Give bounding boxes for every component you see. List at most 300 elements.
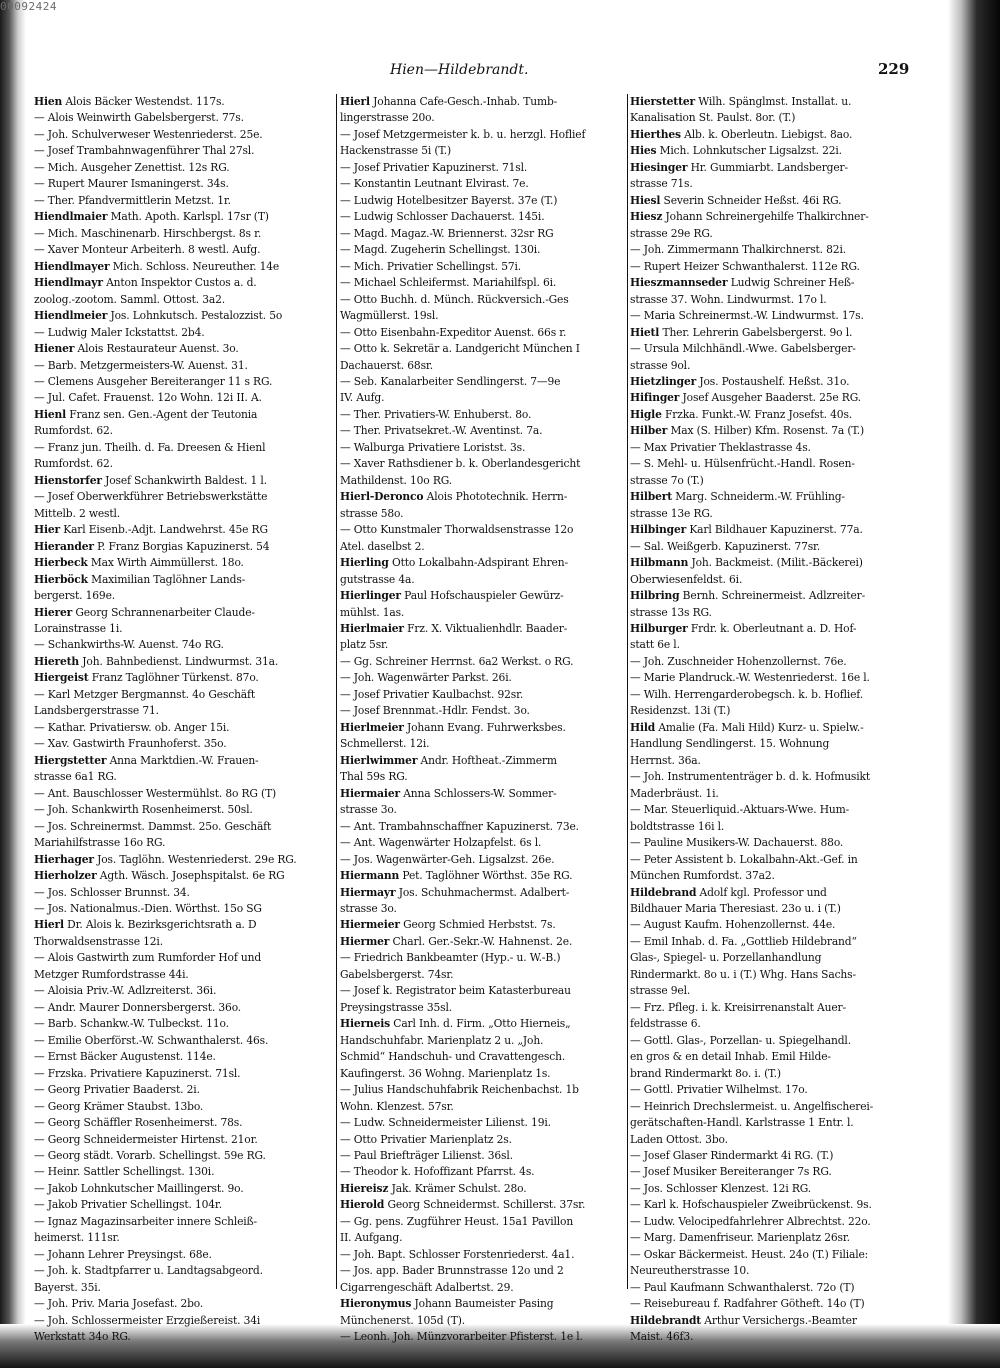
surname: Hiendlmeier: [34, 309, 108, 323]
directory-entry-line: [340, 1263, 630, 1279]
directory-entry-line: [630, 917, 916, 933]
directory-entry-line: [34, 193, 332, 209]
directory-entry-line: [630, 176, 916, 192]
entry-text: Agth. Wäsch. Josephspitalst. 6e RG: [96, 869, 285, 883]
entry-text: Wilh. Spänglmst. Installat. u.: [695, 95, 852, 108]
entry-text: — Otto Kunstmaler Thorwaldsenstrasse 12o: [340, 523, 574, 537]
entry-text: — Josef Brennmat.-Hdlr. Fendst. 3o.: [340, 704, 530, 718]
surname: Hilber: [630, 424, 668, 438]
surname: Hierthes: [630, 127, 681, 141]
entry-text: — Alois Gastwirth zum Rumforder Hof und: [34, 951, 262, 965]
directory-entry-line: [340, 1247, 630, 1263]
directory-entry-line: [340, 917, 630, 933]
directory-entry-line: [630, 440, 916, 456]
surname: Hierling: [340, 556, 389, 570]
directory-entry-line: [630, 852, 916, 868]
entry-text: Neureutherstrasse 10.: [630, 1264, 750, 1278]
entry-text: Schmid“ Handschuh- und Cravattengesch.: [340, 1050, 566, 1064]
directory-entry-line: [34, 769, 332, 785]
directory-entry-line: [34, 654, 332, 670]
entry-text: Ther. Lehrerin Gabelsbergerst. 9o l.: [659, 325, 853, 339]
directory-entry-line: [630, 539, 916, 555]
directory-entry-line: [34, 1066, 332, 1082]
directory-entry-line: [340, 1099, 630, 1115]
directory-entry-line: [34, 1082, 332, 1098]
directory-entry-line: [630, 423, 916, 439]
directory-entry-line: [630, 835, 916, 851]
entry-text: Franz Taglöhner Türkenst. 87o.: [88, 671, 259, 685]
entry-text: Landsbergerstrasse 71.: [34, 704, 159, 718]
directory-entry-line: [630, 1164, 916, 1180]
directory-entry-line: [340, 555, 630, 571]
directory-entry-line: [340, 1164, 630, 1180]
entry-text: — Xaver Rathsdiener b. k. Oberlandesgericht: [340, 457, 581, 471]
entry-text: — Josef Privatier Kapuzinerst. 71sl.: [340, 160, 528, 174]
running-head: Hien—Hildebrandt.: [390, 62, 529, 78]
entry-text: Andr. Hoftheat.-Zimmerm: [417, 753, 557, 767]
directory-entry-line: [340, 983, 630, 999]
entry-text: Oberwiesenfeldst. 6i.: [630, 572, 743, 586]
entry-text: P. Franz Borgias Kapuzinerst. 54: [93, 539, 270, 553]
entry-text: Thal 59s RG.: [340, 770, 408, 784]
directory-entry-line: [34, 160, 332, 176]
entry-text: — Jos. Wagenwärter-Geh. Ligsalzst. 26e.: [340, 852, 555, 866]
directory-entry-line: [340, 473, 630, 489]
directory-entry-line: [340, 110, 630, 126]
entry-text: Frz. X. Viktualienhdlr. Baader-: [403, 622, 568, 635]
directory-entry-line: [34, 868, 332, 884]
surname: Hilbmann: [630, 556, 689, 570]
entry-text: — Joh. Schlossermeister Erzgießereist. 34i: [34, 1313, 261, 1327]
entry-text: II. Aufgang.: [340, 1231, 403, 1245]
directory-column-2: [340, 94, 630, 1346]
directory-entry-line: [630, 308, 916, 324]
directory-entry-line: [340, 1181, 630, 1197]
entry-text: Schmellerst. 12i.: [340, 737, 430, 751]
entry-text: — Kathar. Privatiersw. ob. Anger 15i.: [34, 720, 230, 734]
directory-entry-line: [34, 753, 332, 769]
directory-entry-line: [630, 1197, 916, 1213]
surname: Hiergeist: [34, 671, 89, 685]
entry-text: — Gottl. Glas-, Porzellan- u. Spiegelhandl.: [630, 1033, 851, 1047]
entry-text: mühlst. 1as.: [340, 605, 405, 619]
directory-entry-line: [34, 605, 332, 621]
directory-entry-line: [34, 885, 332, 901]
entry-text: Atel. daselbst 2.: [340, 539, 425, 553]
directory-entry-line: [34, 275, 332, 291]
entry-text: lingerstrasse 20o.: [340, 111, 435, 125]
surname: Hiermaier: [340, 786, 400, 800]
entry-text: Johann Schreinergehilfe Thalkirchner-: [662, 210, 869, 224]
entry-text: Dachauerst. 68sr.: [340, 358, 433, 372]
entry-text: Mariahilfstrasse 16o RG.: [34, 836, 166, 850]
directory-entry-line: [630, 1066, 916, 1082]
entry-text: — Josef Glaser Rindermarkt 4i RG. (T.): [630, 1149, 834, 1162]
entry-text: Handschuhfabr. Marienplatz 2 u. „Joh.: [340, 1033, 544, 1047]
entry-text: IV. Aufg.: [340, 391, 385, 405]
surname: Hiermeier: [340, 918, 400, 932]
directory-entry-line: [340, 670, 630, 686]
surname: Hild: [630, 720, 656, 734]
directory-entry-line: [34, 489, 332, 505]
directory-column-1: [34, 94, 332, 1346]
directory-entry-line: [34, 1016, 332, 1032]
directory-entry-line: [630, 703, 916, 719]
directory-entry-line: [34, 917, 332, 933]
directory-entry-line: [340, 605, 630, 621]
directory-entry-line: [34, 1033, 332, 1049]
entry-text: Pet. Taglöhner Wörthst. 35e RG.: [399, 869, 573, 883]
directory-entry-line: [630, 143, 916, 159]
entry-text: — Gg. Schreiner Herrnst. 6a2 Werkst. o RG.: [340, 654, 574, 668]
entry-text: — Josef Metzgermeister k. b. u. herzgl. Hoflief: [340, 127, 586, 141]
directory-entry-line: [34, 802, 332, 818]
entry-text: — Joh. k. Stadtpfarrer u. Landtagsabgeord.: [34, 1264, 263, 1278]
directory-entry-line: [340, 308, 630, 324]
entry-text: Münchenerst. 105d (T).: [340, 1313, 465, 1327]
directory-entry-line: [340, 852, 630, 868]
directory-entry-line: [340, 1033, 630, 1049]
entry-text: — Otto Eisenbahn-Expeditor Auenst. 66s r.: [340, 325, 567, 339]
surname: Hies: [630, 144, 657, 158]
directory-entry-line: [630, 802, 916, 818]
entry-text: feldstrasse 6.: [630, 1017, 701, 1031]
directory-entry-line: [630, 605, 916, 621]
scan-identifier: 00092424: [0, 0, 57, 13]
directory-entry-line: [34, 473, 332, 489]
entry-text: — Otto k. Sekretär a. Landgericht München I: [340, 342, 580, 356]
directory-entry-line: [630, 1181, 916, 1197]
entry-text: — Ant. Bauschlosser Westermühlst. 8o RG (T): [34, 786, 277, 800]
entry-text: — Ludw. Velocipedfahrlehrer Albrechtst. 22o.: [630, 1214, 871, 1228]
entry-text: — Joh. Schulverweser Westenriederst. 25e.: [34, 127, 263, 141]
entry-text: strasse 58o.: [340, 506, 404, 520]
entry-text: Frzka. Funkt.-W. Franz Josefst. 40s.: [661, 407, 853, 421]
entry-text: Bayerst. 35i.: [34, 1280, 101, 1294]
entry-text: Georg Schneidermst. Schillerst. 37sr.: [384, 1198, 586, 1212]
directory-entry-line: [630, 555, 916, 571]
directory-entry-line: [34, 539, 332, 555]
entry-text: — Josef Trambahnwagenführer Thal 27sl.: [34, 144, 255, 158]
entry-text: — Ant. Wagenwärter Holzapfelst. 6s l.: [340, 836, 542, 850]
entry-text: — Otto Buchh. d. Münch. Rückversich.-Ges: [340, 292, 569, 306]
directory-entry-line: [630, 1115, 916, 1131]
directory-entry-line: [340, 654, 630, 670]
entry-text: — Sal. Weißgerb. Kapuzinerst. 77sr.: [630, 539, 821, 553]
entry-text: — Ignaz Magazinsarbeiter innere Schleiß-: [34, 1214, 258, 1228]
entry-text: — Mich. Ausgeher Zenettist. 12s RG.: [34, 160, 230, 174]
surname: Hierlwimmer: [340, 753, 418, 767]
entry-text: — Marg. Damenfriseur. Marienplatz 26sr.: [630, 1231, 850, 1245]
directory-entry-line: [34, 670, 332, 686]
entry-text: — Jos. Schlosser Klenzest. 12i RG.: [630, 1181, 811, 1195]
entry-text: — Magd. Magaz.-W. Briennerst. 32sr RG: [340, 226, 554, 240]
directory-entry-line: [630, 1296, 916, 1312]
directory-entry-line: [340, 358, 630, 374]
directory-entry-line: [34, 1296, 332, 1312]
entry-text: heimerst. 111sr.: [34, 1231, 120, 1245]
directory-entry-line: [340, 1280, 630, 1296]
entry-text: — Seb. Kanalarbeiter Sendlingerst. 7—9e: [340, 374, 561, 388]
directory-entry-line: [34, 736, 332, 752]
entry-text: — Josef Musiker Bereiteranger 7s RG.: [630, 1165, 832, 1179]
surname: Hiesz: [630, 210, 663, 224]
entry-text: — Heinrich Drechslermeist. u. Angelfischerei-: [630, 1099, 874, 1113]
directory-entry-line: [630, 736, 916, 752]
directory-entry-line: [630, 292, 916, 308]
entry-text: Hr. Gummiarbt. Landsberger-: [687, 160, 848, 174]
entry-text: — Barb. Schankw.-W. Tulbeckst. 11o.: [34, 1017, 229, 1031]
entry-text: — Oskar Bäckermeist. Heust. 24o (T.) Filiale:: [630, 1247, 869, 1261]
entry-text: Maist. 46f3.: [630, 1330, 694, 1344]
entry-text: Herrnst. 36a.: [630, 753, 701, 767]
directory-entry-line: [340, 506, 630, 522]
entry-text: — Josef Oberwerkführer Betriebswerkstätte: [34, 490, 268, 504]
entry-text: Otto Lokalbahn-Adspirant Ehren-: [388, 556, 568, 570]
directory-entry-line: [340, 176, 630, 192]
entry-text: Max (S. Hilber) Kfm. Rosenst. 7a (T.): [667, 424, 865, 438]
entry-text: Johann Baumeister Pasing: [411, 1297, 554, 1311]
entry-text: — Schankwirths-W. Auenst. 74o RG.: [34, 638, 224, 652]
surname: Hierböck: [34, 572, 88, 586]
directory-entry-line: [340, 1115, 630, 1131]
entry-text: Arthur Versichergs.-Beamter: [701, 1313, 857, 1327]
directory-entry-line: [340, 292, 630, 308]
entry-text: platz 5sr.: [340, 638, 389, 652]
entry-text: strasse 6a1 RG.: [34, 770, 117, 784]
entry-text: — Alois Weinwirth Gabelsbergerst. 77s.: [34, 111, 244, 125]
entry-text: — Marie Plandruck.-W. Westenriederst. 16e l.: [630, 671, 870, 685]
entry-text: — Joh. Instrumententräger b. d. k. Hofmusikt: [630, 770, 870, 784]
directory-entry-line: [34, 1164, 332, 1180]
directory-entry-line: [630, 94, 916, 110]
entry-text: Bildhauer Maria Theresiast. 23o u. i (T.): [630, 901, 841, 915]
entry-text: Frdr. k. Oberleutnant a. D. Hof-: [687, 622, 857, 635]
directory-entry-line: [630, 1016, 916, 1032]
surname: Hiesinger: [630, 160, 688, 174]
directory-entry-line: [34, 358, 332, 374]
surname: Hiermer: [340, 934, 390, 948]
entry-text: — Peter Assistent b. Lokalbahn-Akt.-Gef. in: [630, 852, 858, 866]
directory-entry-line: [34, 242, 332, 258]
surname: Hietzlinger: [630, 374, 697, 388]
directory-entry-line: [34, 1280, 332, 1296]
directory-entry-line: [630, 621, 916, 637]
entry-text: Wagmüllerst. 19sl.: [340, 309, 439, 323]
directory-entry-line: [630, 358, 916, 374]
entry-text: Alois Phototechnik. Herrn-: [423, 490, 568, 504]
entry-text: Mich. Schloss. Neureuther. 14e: [109, 259, 280, 273]
directory-entry-line: [340, 967, 630, 983]
entry-text: Maximilian Taglöhner Lands-: [87, 572, 246, 586]
entry-text: — Magd. Zugeherin Schellingst. 130i.: [340, 243, 541, 257]
directory-entry-line: [340, 1197, 630, 1213]
column-rule: [336, 94, 337, 1289]
directory-entry-line: [630, 983, 916, 999]
directory-entry-line: [630, 1280, 916, 1296]
directory-entry-line: [630, 275, 916, 291]
entry-text: — Joh. Priv. Maria Josefast. 2bo.: [34, 1297, 204, 1311]
directory-entry-line: [340, 1148, 630, 1164]
directory-entry-line: [34, 110, 332, 126]
directory-entry-line: [630, 1148, 916, 1164]
directory-entry-line: [630, 110, 916, 126]
directory-entry-line: [630, 259, 916, 275]
entry-text: München Rumfordst. 37a2.: [630, 869, 775, 883]
entry-text: — Ther. Privatiers-W. Enhuberst. 8o.: [340, 407, 532, 421]
surname: Hieronymus: [340, 1297, 412, 1311]
entry-text: Marg. Schneiderm.-W. Frühling-: [672, 490, 845, 504]
entry-text: Mittelb. 2 westl.: [34, 506, 121, 520]
entry-text: — Karl k. Hofschauspieler Zweibrückenst. 9s.: [630, 1198, 872, 1212]
directory-entry-line: [630, 209, 916, 225]
entry-text: — Joh. Schankwirth Rosenheimerst. 50sl.: [34, 803, 253, 817]
entry-text: — Heinr. Sattler Schellingst. 130i.: [34, 1165, 215, 1179]
directory-entry-line: [34, 407, 332, 423]
directory-entry-line: [340, 193, 630, 209]
entry-text: Georg Schrannenarbeiter Claude-: [72, 605, 255, 619]
entry-text: — Reisebureau f. Radfahrer Götheft. 14o (T): [630, 1297, 865, 1311]
directory-entry-line: [630, 967, 916, 983]
entry-text: — Georg städt. Vorarb. Schellingst. 59e RG.: [34, 1149, 266, 1162]
surname: Hifinger: [630, 391, 680, 405]
directory-entry-line: [630, 407, 916, 423]
directory-entry-line: [630, 1313, 916, 1329]
directory-entry-line: [34, 967, 332, 983]
surname: Hierneis: [340, 1017, 391, 1031]
entry-text: — Konstantin Leutnant Elvirast. 7e.: [340, 177, 529, 191]
surname: Hiergstetter: [34, 753, 107, 767]
directory-entry-line: [34, 588, 332, 604]
entry-text: — Georg Schneidermeister Hirtenst. 21or.: [34, 1132, 258, 1146]
entry-text: — Jakob Privatier Schellingst. 104r.: [34, 1198, 222, 1212]
directory-entry-line: [34, 852, 332, 868]
entry-text: — Paul Briefträger Lilienst. 36sl.: [340, 1149, 513, 1162]
directory-entry-line: [630, 374, 916, 390]
entry-text: — Mich. Privatier Schellingst. 57i.: [340, 259, 522, 273]
entry-text: — Theodor k. Hofoffizant Pfarrst. 4s.: [340, 1165, 535, 1179]
entry-text: Jak. Krämer Schulst. 28o.: [388, 1181, 527, 1195]
directory-entry-line: [630, 1033, 916, 1049]
directory-entry-line: [630, 522, 916, 538]
entry-text: — Ther. Privatsekret.-W. Aventinst. 7a.: [340, 424, 543, 438]
directory-entry-line: [340, 423, 630, 439]
entry-text: Math. Apoth. Karlspl. 17sr (T): [107, 210, 269, 224]
directory-entry-line: [340, 456, 630, 472]
entry-text: — Karl Metzger Bergmannst. 4o Geschäft: [34, 687, 255, 701]
surname: Hilbring: [630, 589, 680, 603]
entry-text: — August Kaufm. Hohenzollernst. 44e.: [630, 918, 836, 932]
entry-text: Glas-, Spiegel- u. Porzellanhandlung: [630, 951, 822, 965]
entry-text: Lorainstrasse 1i.: [34, 622, 123, 635]
entry-text: brand Rindermarkt 8o. i. (T.): [630, 1066, 781, 1080]
directory-entry-line: [340, 539, 630, 555]
directory-entry-line: [340, 1000, 630, 1016]
entry-text: — Jos. app. Bader Brunnstrasse 12o und 2: [340, 1264, 564, 1278]
entry-text: Hackenstrasse 5i (T.): [340, 144, 452, 158]
entry-text: — Pauline Musikers-W. Dachauerst. 88o.: [630, 836, 844, 850]
directory-entry-line: [34, 390, 332, 406]
surname: Hiermann: [340, 869, 400, 883]
directory-entry-line: [340, 868, 630, 884]
entry-text: Anna Marktdien.-W. Frauen-: [106, 753, 259, 767]
entry-text: — Jul. Cafet. Frauenst. 12o Wohn. 12i II. A.: [34, 391, 262, 405]
directory-entry-line: [34, 1329, 332, 1345]
entry-text: — Ludw. Schneidermeister Lilienst. 19i.: [340, 1116, 551, 1130]
directory-entry-line: [340, 736, 630, 752]
entry-text: Ludwig Schreiner Heß-: [727, 276, 855, 290]
surname: Hierlmaier: [340, 622, 404, 635]
surname: Hienstorfer: [34, 473, 102, 487]
directory-entry-line: [630, 390, 916, 406]
surname: Hilbinger: [630, 523, 687, 537]
directory-entry-line: [630, 868, 916, 884]
directory-entry-line: [34, 1132, 332, 1148]
entry-text: strasse 9ol.: [630, 358, 691, 372]
directory-entry-line: [630, 473, 916, 489]
surname: Hierold: [340, 1198, 385, 1212]
surname: Hierhager: [34, 852, 94, 866]
directory-entry-line: [630, 1082, 916, 1098]
directory-entry-line: [630, 670, 916, 686]
entry-text: — Joh. Zimmermann Thalkirchnerst. 82i.: [630, 243, 846, 257]
entry-text: — Friedrich Bankbeamter (Hyp.- u. W.-B.): [340, 951, 561, 965]
directory-entry-line: [630, 506, 916, 522]
entry-text: — Josef k. Registrator beim Katasterbureau: [340, 984, 571, 998]
surname: Hiendlmaier: [34, 210, 108, 224]
entry-text: — Emil Inhab. d. Fa. „Gottlieb Hildebrand“: [630, 934, 857, 948]
entry-text: Werkstatt 34o RG.: [34, 1330, 131, 1344]
surname: Hietl: [630, 325, 660, 339]
entry-text: Kaufingerst. 36 Wohng. Marienplatz 1s.: [340, 1066, 551, 1080]
directory-entry-line: [630, 901, 916, 917]
directory-entry-line: [340, 143, 630, 159]
directory-entry-line: [630, 1132, 916, 1148]
entry-text: Jos. Taglöhn. Westenriederst. 29e RG.: [93, 852, 297, 866]
entry-text: — Joh. Zuschneider Hohenzollernst. 76e.: [630, 654, 847, 668]
directory-entry-line: [34, 374, 332, 390]
directory-entry-line: [340, 769, 630, 785]
directory-entry-line: [340, 242, 630, 258]
directory-entry-line: [34, 687, 332, 703]
directory-entry-line: [34, 1230, 332, 1246]
entry-text: Karl Bildhauer Kapuzinerst. 77a.: [686, 523, 863, 537]
entry-text: — Julius Handschuhfabrik Reichenbachst. 1b: [340, 1083, 579, 1097]
surname: Hiendlmayr: [34, 276, 103, 290]
entry-text: — Paul Kaufmann Schwanthalerst. 72o (T): [630, 1280, 855, 1294]
directory-entry-line: [340, 1214, 630, 1230]
directory-entry-line: [34, 143, 332, 159]
entry-text: Joh. Bahnbedienst. Lindwurmst. 31a.: [79, 654, 279, 668]
directory-entry-line: [34, 1197, 332, 1213]
entry-text: Adolf kgl. Professor und: [696, 885, 827, 899]
directory-entry-line: [34, 259, 332, 275]
directory-entry-line: [34, 506, 332, 522]
directory-entry-line: [34, 786, 332, 802]
entry-text: — Andr. Maurer Donnersbergerst. 36o.: [34, 1000, 242, 1014]
entry-text: Residenzst. 13i (T.): [630, 704, 731, 718]
directory-entry-line: [34, 209, 332, 225]
entry-text: — Jos. Schreinermst. Dammst. 25o. Geschäft: [34, 819, 272, 833]
entry-text: — Ant. Trambahnschaffner Kapuzinerst. 73e.: [340, 819, 579, 833]
entry-text: Wohn. Klenzest. 57sr.: [340, 1099, 454, 1113]
directory-entry-line: [34, 1000, 332, 1016]
directory-entry-line: [34, 703, 332, 719]
entry-text: gerätschaften-Handl. Karlstrasse 1 Entr. l.: [630, 1116, 854, 1130]
entry-text: — Wilh. Herrengarderobegsch. k. b. Hoflief.: [630, 687, 863, 701]
entry-text: — Clemens Ausgeher Bereiteranger 11 s RG.: [34, 374, 273, 388]
directory-entry-line: [340, 1066, 630, 1082]
